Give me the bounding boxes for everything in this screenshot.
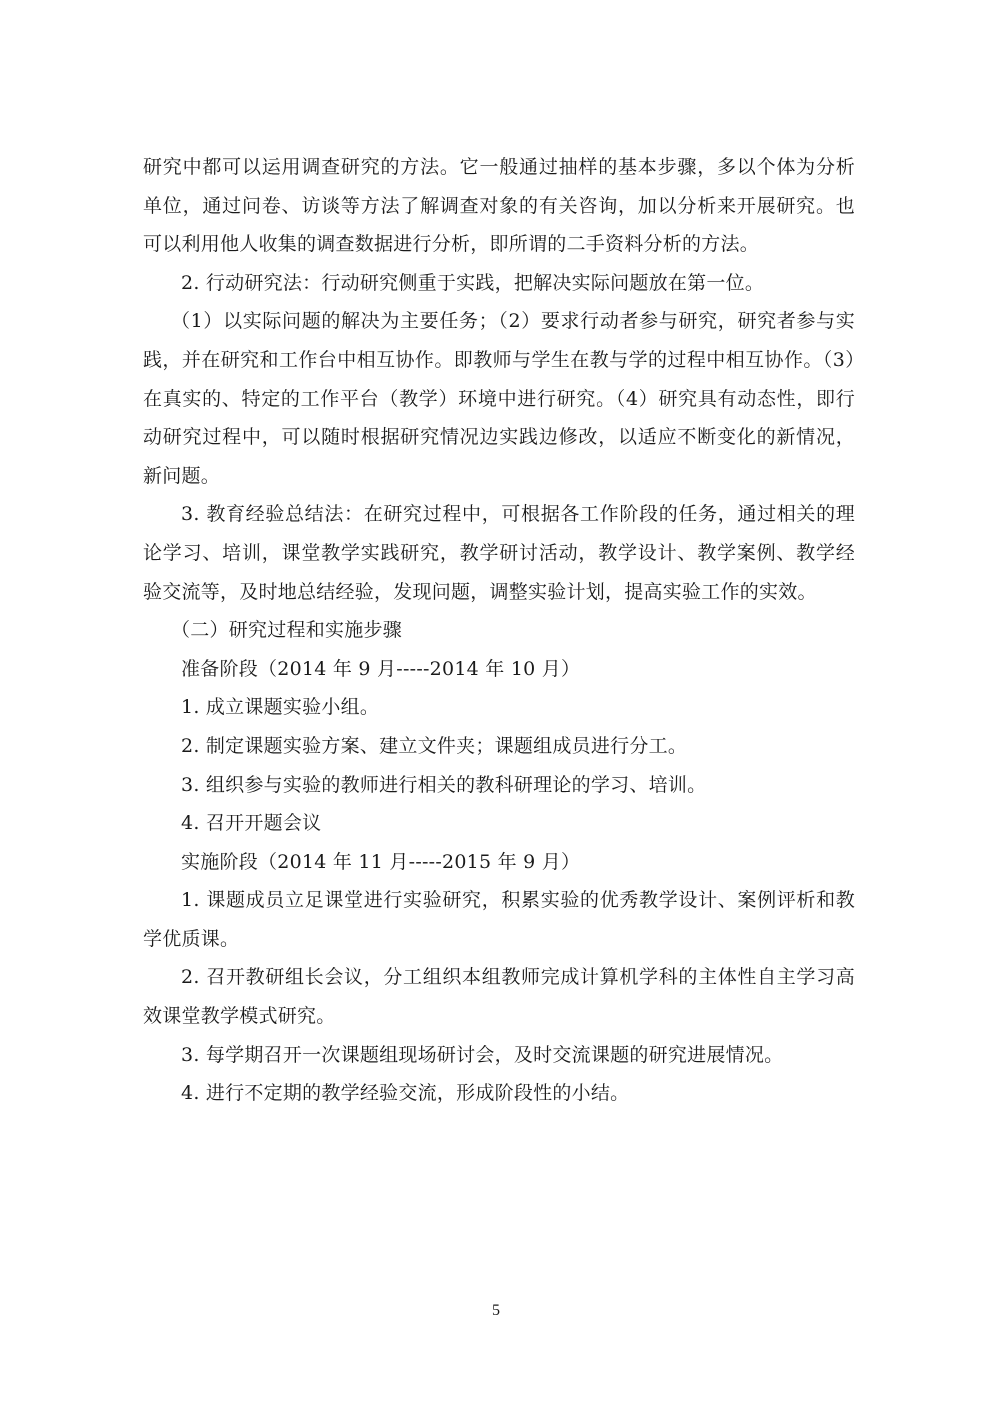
list-item-prep-2: 2. 制定课题实验方案、建立文件夹；课题组成员进行分工。 xyxy=(181,734,688,757)
page-number: 5 xyxy=(492,1302,500,1319)
paragraph-survey-method-continued: 研究中都可以运用调查研究的方法。它一般通过抽样的基本步骤，多以个体为分析单位，通过问卷、访谈等方法了解调查对象的有关咨询，加以分析来开展研究。也可以利用他人收集的调查数据进行分析，即所谓的二手资料分析的方法。 xyxy=(143,156,855,256)
paragraph-action-research-details: （1）以实际问题的解决为主要任务；（2）要求行动者参与研究，研究者参与实践，并在研究和工作台中相互协作。即教师与学生在教与学的过程中相互协作。（3）在真实的、特定的工作平台（教学）环境中进行研究。（4）研究具有动态性，即行动研究过程中，可以随时根据研究情况边实践边修改，以适应不断变化的新情况，新问题。 xyxy=(143,310,855,487)
stage-heading-implementation: 实施阶段（2014 年 11 月-----2015 年 9 月） xyxy=(181,850,581,873)
list-item-prep-4: 4. 召开开题会议 xyxy=(181,812,322,835)
document-body xyxy=(143,148,855,1113)
list-item-impl-3: 3. 每学期召开一次课题组现场研讨会，及时交流课题的研究进展情况。 xyxy=(181,1043,784,1066)
list-item-impl-4: 4. 进行不定期的教学经验交流，形成阶段性的小结。 xyxy=(181,1082,630,1105)
paragraph-experience-summary-method: 3. 教育经验总结法：在研究过程中，可根据各工作阶段的任务，通过相关的理论学习、培训，课堂教学实践研究，教学研讨活动，教学设计、教学案例、教学经验交流等，及时地总结经验，发现问题，调整实验计划，提高实验工作的实效。 xyxy=(143,503,855,603)
list-item-prep-1: 1. 成立课题实验小组。 xyxy=(181,696,380,719)
section-heading-research-process: （二）研究过程和实施步骤 xyxy=(171,619,403,642)
list-item-impl-2: 2. 召开教研组长会议，分工组织本组教师完成计算机学科的主体性自主学习高效课堂教学模式研究。 xyxy=(143,966,855,1028)
stage-heading-preparation: 准备阶段（2014 年 9 月-----2014 年 10 月） xyxy=(181,657,581,680)
paragraph-action-research-heading: 2. 行动研究法：行动研究侧重于实践，把解决实际问题放在第一位。 xyxy=(181,271,765,294)
list-item-prep-3: 3. 组织参与实验的教师进行相关的教科研理论的学习、培训。 xyxy=(181,773,707,796)
list-item-impl-1: 1. 课题成员立足课堂进行实验研究，积累实验的优秀教学设计、案例评析和教学优质课。 xyxy=(143,889,855,950)
